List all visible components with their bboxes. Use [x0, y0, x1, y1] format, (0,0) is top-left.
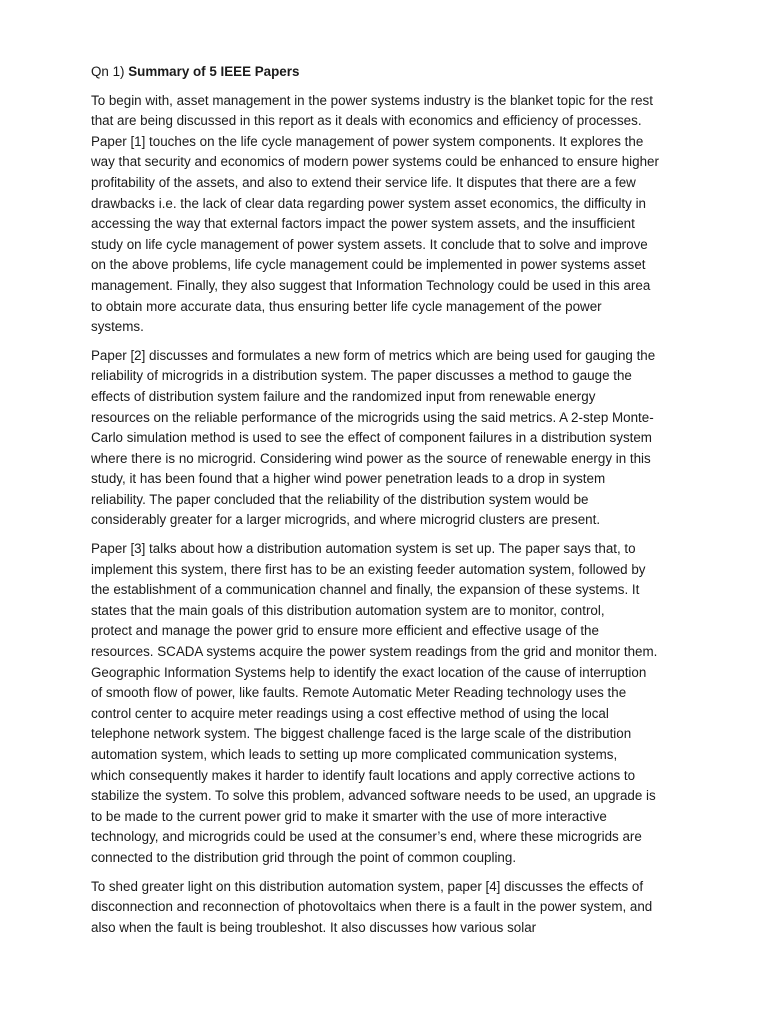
- text-line: where there is no microgrid. Considering wind power as the source of renewable energy in this: [91, 450, 651, 466]
- text-line: protect and manage the power grid to ensure more efficient and effective usage of the: [91, 623, 599, 639]
- text-line: connected to the distribution grid through the point of common coupling.: [91, 849, 517, 865]
- document-body: [91, 62, 691, 946]
- text-line: on the above problems, life cycle management could be implemented in power systems asset: [91, 257, 646, 273]
- question-number: Qn 1): [91, 64, 125, 79]
- paragraph-1: [91, 91, 691, 338]
- text-line: study, it has been found that a higher wind power penetration leads to a drop in system: [91, 471, 606, 487]
- text-line: accessing the way that external factors impact the power system assets, and the insufficient: [91, 216, 635, 232]
- text-line: To begin with, asset management in the power systems industry is the blanket topic for the rest: [91, 92, 653, 108]
- paragraph-2: [91, 346, 691, 531]
- text-line: stabilize the system. To solve this problem, advanced software needs to be used, an upgrade is: [91, 788, 656, 804]
- text-line: automation system, which leads to setting up more complicated communication systems,: [91, 747, 618, 762]
- text-line: profitability of the assets, and also to extend their service life. It disputes that there are a few: [91, 174, 636, 190]
- text-line: resources on the reliable performance of the microgrids using the said metrics. A 2-step Monte-: [91, 409, 654, 425]
- text-line: the establishment of a communication channel and finally, the expansion of these systems. It: [91, 582, 640, 598]
- text-line: also when the fault is being troubleshot. It also discusses how various solar: [91, 919, 537, 935]
- paragraph-3: [91, 539, 691, 869]
- text-line: that are being discussed in this report as it deals with economics and efficiency of processes.: [91, 113, 642, 129]
- text-line: study on life cycle management of power system assets. It conclude that to solve and improve: [91, 236, 648, 252]
- text-line: technology, and microgrids could be used at the consumer’s end, where these microgrids are: [91, 829, 642, 845]
- text-line: systems.: [91, 319, 144, 335]
- heading-title: Summary of 5 IEEE Papers: [128, 64, 300, 79]
- text-line: telephone network system. The biggest challenge faced is the large scale of the distribution: [91, 726, 632, 742]
- text-line: way that security and economics of modern power systems could be enhanced to ensure higher: [91, 154, 659, 170]
- paragraph-4: [91, 877, 691, 939]
- text-line: of smooth flow of power, like faults. Remote Automatic Meter Reading technology uses the: [91, 685, 627, 701]
- text-line: to be made to the current power grid to make it smarter with the use of more interactive: [91, 808, 607, 824]
- text-line: Paper [3] talks about how a distribution automation system is set up. The paper says that, to: [91, 541, 636, 557]
- text-line: to obtain more accurate data, thus ensuring better life cycle management of the power: [91, 298, 602, 314]
- text-line: reliability. The paper concluded that the reliability of the distribution system would be: [91, 491, 589, 507]
- text-line: Paper [2] discusses and formulates a new form of metrics which are being used for gauging the: [91, 347, 656, 363]
- text-line: drawbacks i.e. the lack of clear data regarding power system asset economics, the difficulty in: [91, 195, 646, 211]
- text-line: To shed greater light on this distribution automation system, paper [4] discusses the effects of: [91, 878, 644, 894]
- text-line: considerably greater for a larger microgrids, and where microgrid clusters are present.: [91, 512, 601, 528]
- text-line: effects of distribution system failure and the randomized input from renewable energy: [91, 388, 596, 404]
- text-line: resources. SCADA systems acquire the power system readings from the grid and monitor them.: [91, 644, 658, 660]
- text-line: implement this system, there first has to be an existing feeder automation system, followed by: [91, 561, 646, 577]
- section-heading: [91, 62, 691, 83]
- text-line: management. Finally, they also suggest that Information Technology could be used in this area: [91, 277, 651, 293]
- text-line: which consequently makes it harder to identify fault locations and apply corrective actions to: [91, 767, 636, 783]
- text-line: disconnection and reconnection of photovoltaics when there is a fault in the power system, and: [91, 899, 653, 915]
- text-line: states that the main goals of this distribution automation system are to monitor, control,: [91, 602, 605, 618]
- text-line: control center to acquire meter readings using a cost effective method of using the local: [91, 705, 609, 721]
- text-line: Paper [1] touches on the life cycle management of power system components. It explores the: [91, 133, 644, 149]
- text-line: Carlo simulation method is used to see the effect of component failures in a distribution system: [91, 430, 652, 446]
- text-line: Geographic Information Systems help to identify the exact location of the cause of interruption: [91, 664, 647, 680]
- text-line: reliability of microgrids in a distribution system. The paper discusses a method to gauge the: [91, 368, 632, 384]
- paragraphs: [91, 91, 691, 939]
